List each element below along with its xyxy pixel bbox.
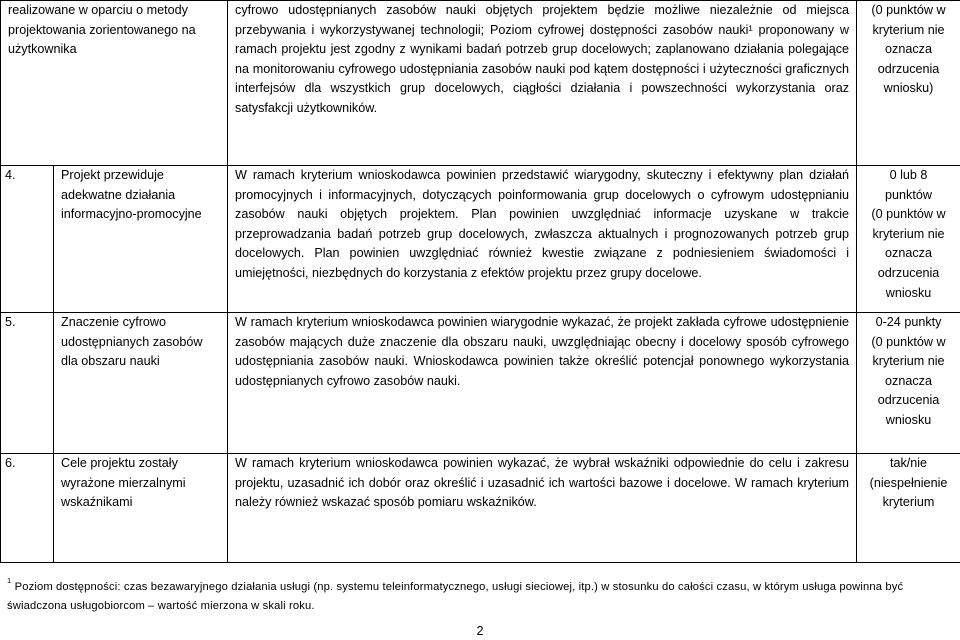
score-line: kryterium nie: [872, 354, 945, 369]
score-line: (0 punktów w: [871, 207, 946, 222]
criterion-name-cell: [1, 1, 228, 166]
criterion-description: W ramach kryterium wnioskodawca powinien przedstawić wiarygodny, skuteczny i efektywny plan działań promocyjnych i informacyjnych, dotyczących poinformowania grup docelowych o cyfrowym udostępnianiu zasobów nauki objętych projektem. Plan powinien uwzględniać informacje uzyskane w trakcie przeprowadzania badań potrzeb grup docelowych, zwłaszcza aktualnych i prognozowanych potrzeb grup docelowych. Plan powinien uwzględniać również kwestie związane z podniesieniem świadomości i umiejętności, niezbędnych do korzystania z efektów projektu przez grupy docelowe.: [228, 166, 857, 313]
score-line: kryterium nie: [872, 226, 945, 241]
criterion-description: cyfrowo udostępnianych zasobów nauki objętych projektem będzie możliwe niezależnie od miejsca przebywania i wykorzystywanej technologii; Poziom cyfrowej dostępności zasobów nauki¹ proponowany w ramach projektu jest zgodny z wynikami badań potrzeb grup docelowych; zaplanowano działania polegające na monitorowaniu cyfrowego udostępniania zasobów nauki pod kątem dostępności i użyteczności graficznych interfejsów dla wszystkich grup docelowych, ciągłości działania i powszechności wykorzystania oraz satysfakcji użytkowników.: [235, 3, 850, 115]
table-row: [1, 166, 960, 313]
footnote-marker: 1: [7, 576, 12, 585]
footnote: [7, 578, 955, 616]
criterion-description-cell: [228, 1, 857, 166]
score-line: (0 punktów w: [871, 334, 946, 349]
score-line: oznacza: [885, 42, 932, 57]
score-line: wniosku: [885, 412, 932, 427]
score-line: odrzucenia: [877, 61, 940, 76]
criterion-description: W ramach kryterium wnioskodawca powinien wiarygodnie wykazać, że projekt zakłada cyfrowe udostępnienie zasobów mających duże znaczenie dla obszaru nauki, uwzględniając obecny i docelowy sposób cyfrowego udostępniania zasobów nauki. Wnioskodawca powinien także określić potencjał ponownego wykorzystania udostępnianych cyfrowo zasobów nauki.: [228, 313, 857, 454]
score-line: oznacza: [885, 246, 932, 261]
criterion-number: 4.: [1, 166, 54, 313]
score-line: oznacza: [885, 373, 932, 388]
table-row: [1, 1, 960, 166]
criterion-name: Znaczenie cyfrowo udostępnianych zasobów dla obszaru nauki: [54, 313, 228, 454]
table-row: [1, 454, 960, 563]
criterion-score-cell: [857, 166, 960, 313]
score-line: (0 punktów w: [871, 3, 946, 17]
criterion-name: Projekt przewiduje adekwatne działania informacyjno-promocyjne: [54, 166, 228, 313]
criterion-name: Cele projektu zostały wyrażone mierzalnymi wskaźnikami: [54, 454, 228, 563]
score-line: odrzucenia: [877, 393, 940, 408]
score-line: (niespełnienie: [869, 475, 948, 490]
score-line: kryterium nie: [872, 22, 945, 37]
criterion-description: W ramach kryterium wnioskodawca powinien wykazać, że wybrał wskaźniki odpowiednie do celu i zakresu projektu, uzasadnić ich dobór oraz określić i uzasadnić ich wartości bazowe i docelowe. W ramach kryterium należy również wskazać sposób pomiaru wskaźników.: [228, 454, 857, 563]
score-line: 0 lub 8: [889, 168, 928, 182]
criterion-score-cell: [857, 1, 960, 166]
criterion-score-cell: [857, 454, 960, 563]
score-line: punktów: [885, 187, 932, 202]
criterion-score-cell: [857, 313, 960, 454]
score-line: tak/nie: [889, 456, 928, 470]
score-line: wniosku): [883, 81, 934, 96]
score-line: kryterium: [882, 495, 935, 510]
criterion-name: realizowane w oparciu o metody projektowania zorientowanego na użytkownika: [8, 3, 196, 57]
score-line: wniosku: [885, 285, 932, 300]
score-line: 0-24 punkty: [875, 315, 942, 329]
page-number: 2: [476, 624, 484, 638]
criterion-number: 6.: [1, 454, 54, 563]
score-line: odrzucenia: [877, 265, 940, 280]
footnote-text: Poziom dostępności: czas bezawaryjnego działania usługi (np. systemu teleinformatycznego, usługi sieciowej, itp.) w stosunku do całości czasu, w którym usługa powinna być świadczona usługobiorcom – wartość mierzona w skali roku.: [7, 581, 904, 612]
criterion-number: 5.: [1, 313, 54, 454]
table-row: [1, 313, 960, 454]
